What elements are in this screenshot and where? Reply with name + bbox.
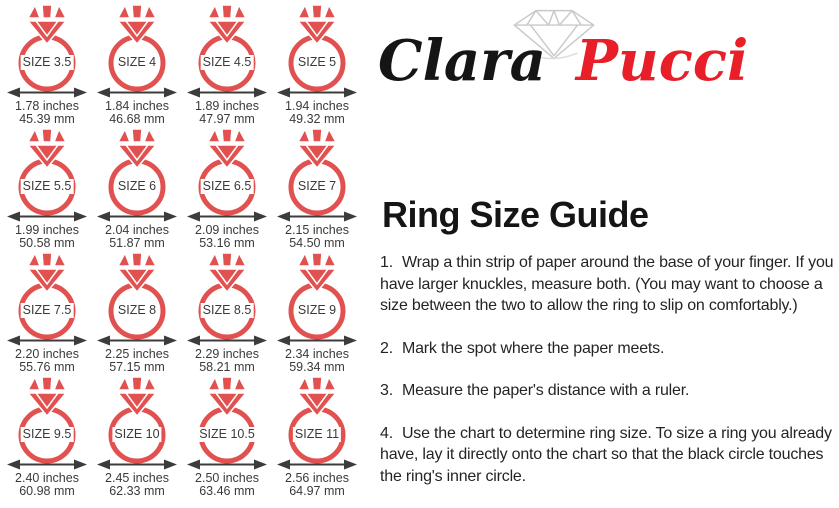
ring-mm: 59.34 mm [289,360,345,374]
ring-measurements [15,224,79,250]
ring-size-label: SIZE 6.5 [202,179,252,193]
ring-size-chart [2,3,362,499]
ring-size-cell [182,251,272,375]
ring-size-label: SIZE 10.5 [199,427,255,441]
ring-measurements [285,348,349,374]
ring-icon [98,251,176,341]
ring-icon [278,127,356,217]
instruction-step [380,423,836,488]
ring-inches: 2.56 inches [285,471,349,485]
ring-icon [98,3,176,93]
diameter-arrow-icon [276,334,358,347]
ring-inches: 1.78 inches [15,99,79,113]
ring-size-label: SIZE 3.5 [22,55,72,69]
instruction-step [380,252,836,317]
ring-inches: 1.89 inches [195,99,259,113]
ring-measurements [105,472,169,498]
ring-measurements [285,472,349,498]
diameter-arrow-icon [186,458,268,471]
ring-mm: 58.21 mm [199,360,255,374]
ring-icon [8,251,86,341]
ring-icon [8,3,86,93]
info-panel [378,0,836,485]
ring-size-label: SIZE 5 [297,55,337,69]
ring-measurements [105,100,169,126]
ring-measurements [195,224,259,250]
ring-mm: 49.32 mm [289,112,345,126]
ring-mm: 45.39 mm [19,112,75,126]
diameter-arrow-icon [96,334,178,347]
ring-icon [188,251,266,341]
ring-size-cell [182,127,272,251]
ring-size-label: SIZE 5.5 [22,179,72,193]
ring-icon [8,127,86,217]
ring-size-cell [2,251,92,375]
ring-size-cell [272,251,362,375]
ring-inches: 2.45 inches [105,471,169,485]
ring-size-label: SIZE 9 [297,303,337,317]
ring-mm: 53.16 mm [199,236,255,250]
ring-mm: 60.98 mm [19,484,75,498]
ring-size-label: SIZE 10 [114,427,160,441]
ring-size-cell [92,3,182,127]
ring-inches: 1.84 inches [105,99,169,113]
step-text: Mark the spot where the paper meets. [401,339,665,357]
step-text: Measure the paper's distance with a ruler. [401,382,690,399]
ring-inches: 2.04 inches [105,223,169,237]
diameter-arrow-icon [276,86,358,99]
ring-measurements [105,224,169,250]
step-number: 1. [380,254,393,271]
diameter-arrow-icon [186,210,268,223]
step-number: 4. [380,424,393,442]
ring-size-label: SIZE 9.5 [22,427,72,441]
diameter-arrow-icon [6,86,88,99]
ring-size-cell [272,127,362,251]
step-text: Use the chart to determine ring size. To size a ring you already have, lay it directly onto the chart so that the black circle touches the ring's inner circle. [380,424,832,485]
ring-size-cell [2,127,92,251]
brand-name-second: Pucci [575,28,749,94]
diameter-arrow-icon [96,210,178,223]
ring-measurements [15,100,79,126]
diameter-arrow-icon [6,210,88,223]
ring-mm: 63.46 mm [199,484,255,498]
ring-size-label: SIZE 11 [294,427,340,441]
ring-size-label: SIZE 6 [117,179,157,193]
ring-size-cell [272,375,362,499]
diameter-arrow-icon [276,210,358,223]
ring-icon [188,127,266,217]
ring-size-cell [2,3,92,127]
diameter-arrow-icon [96,86,178,99]
ring-size-label: SIZE 4 [117,55,157,69]
brand-name-first: Clara [378,28,546,94]
diameter-arrow-icon [6,458,88,471]
ring-size-cell [92,251,182,375]
ring-size-label: SIZE 7 [297,179,337,193]
ring-mm: 57.15 mm [109,360,165,374]
ring-icon [188,3,266,93]
ring-icon [98,127,176,217]
diameter-arrow-icon [186,334,268,347]
ring-mm: 47.97 mm [199,112,255,126]
ring-size-label: SIZE 4.5 [202,55,252,69]
ring-mm: 55.76 mm [19,360,75,374]
ring-size-cell [92,375,182,499]
ring-measurements [195,472,259,498]
ring-size-cell [182,375,272,499]
diameter-arrow-icon [6,334,88,347]
ring-measurements [195,100,259,126]
ring-inches: 2.34 inches [285,347,349,361]
ring-size-label: SIZE 8.5 [202,303,252,317]
ring-inches: 2.40 inches [15,471,79,485]
ring-inches: 2.20 inches [15,347,79,361]
ring-mm: 50.58 mm [19,236,75,250]
ring-measurements [195,348,259,374]
ring-inches: 2.15 inches [285,223,349,237]
diameter-arrow-icon [276,458,358,471]
ring-measurements [105,348,169,374]
ring-icon [278,3,356,93]
ring-size-label: SIZE 7.5 [22,303,72,317]
page-title: Ring Size Guide [382,194,649,235]
ring-measurements [285,100,349,126]
ring-size-cell [92,127,182,251]
instruction-step [380,380,836,402]
ring-measurements [15,472,79,498]
ring-icon [188,375,266,465]
ring-size-cell [272,3,362,127]
ring-mm: 46.68 mm [109,112,165,126]
ring-mm: 64.97 mm [289,484,345,498]
ring-size-cell [182,3,272,127]
step-text: Wrap a thin strip of paper around the base of your finger. If you have larger knuckles, measure both. (You may want to choose a size between the two to allow the ring to slip on comfortably.) [380,254,834,314]
ring-mm: 51.87 mm [109,236,165,250]
diameter-arrow-icon [186,86,268,99]
step-number: 2. [380,339,393,357]
ring-icon [98,375,176,465]
ring-inches: 1.94 inches [285,99,349,113]
ring-mm: 54.50 mm [289,236,345,250]
ring-inches: 2.09 inches [195,223,259,237]
ring-measurements [285,224,349,250]
ring-size-cell [2,375,92,499]
ring-icon [8,375,86,465]
ring-icon [278,251,356,341]
ring-icon [278,375,356,465]
ring-inches: 2.25 inches [105,347,169,361]
instruction-step [380,338,836,360]
ring-size-label: SIZE 8 [117,303,157,317]
ring-inches: 1.99 inches [15,223,79,237]
ring-inches: 2.50 inches [195,471,259,485]
instruction-steps [380,252,836,508]
step-number: 3. [380,382,393,399]
ring-measurements [15,348,79,374]
brand-name [378,28,748,94]
ring-inches: 2.29 inches [195,347,259,361]
diameter-arrow-icon [96,458,178,471]
ring-mm: 62.33 mm [109,484,165,498]
brand-logo [378,4,836,104]
